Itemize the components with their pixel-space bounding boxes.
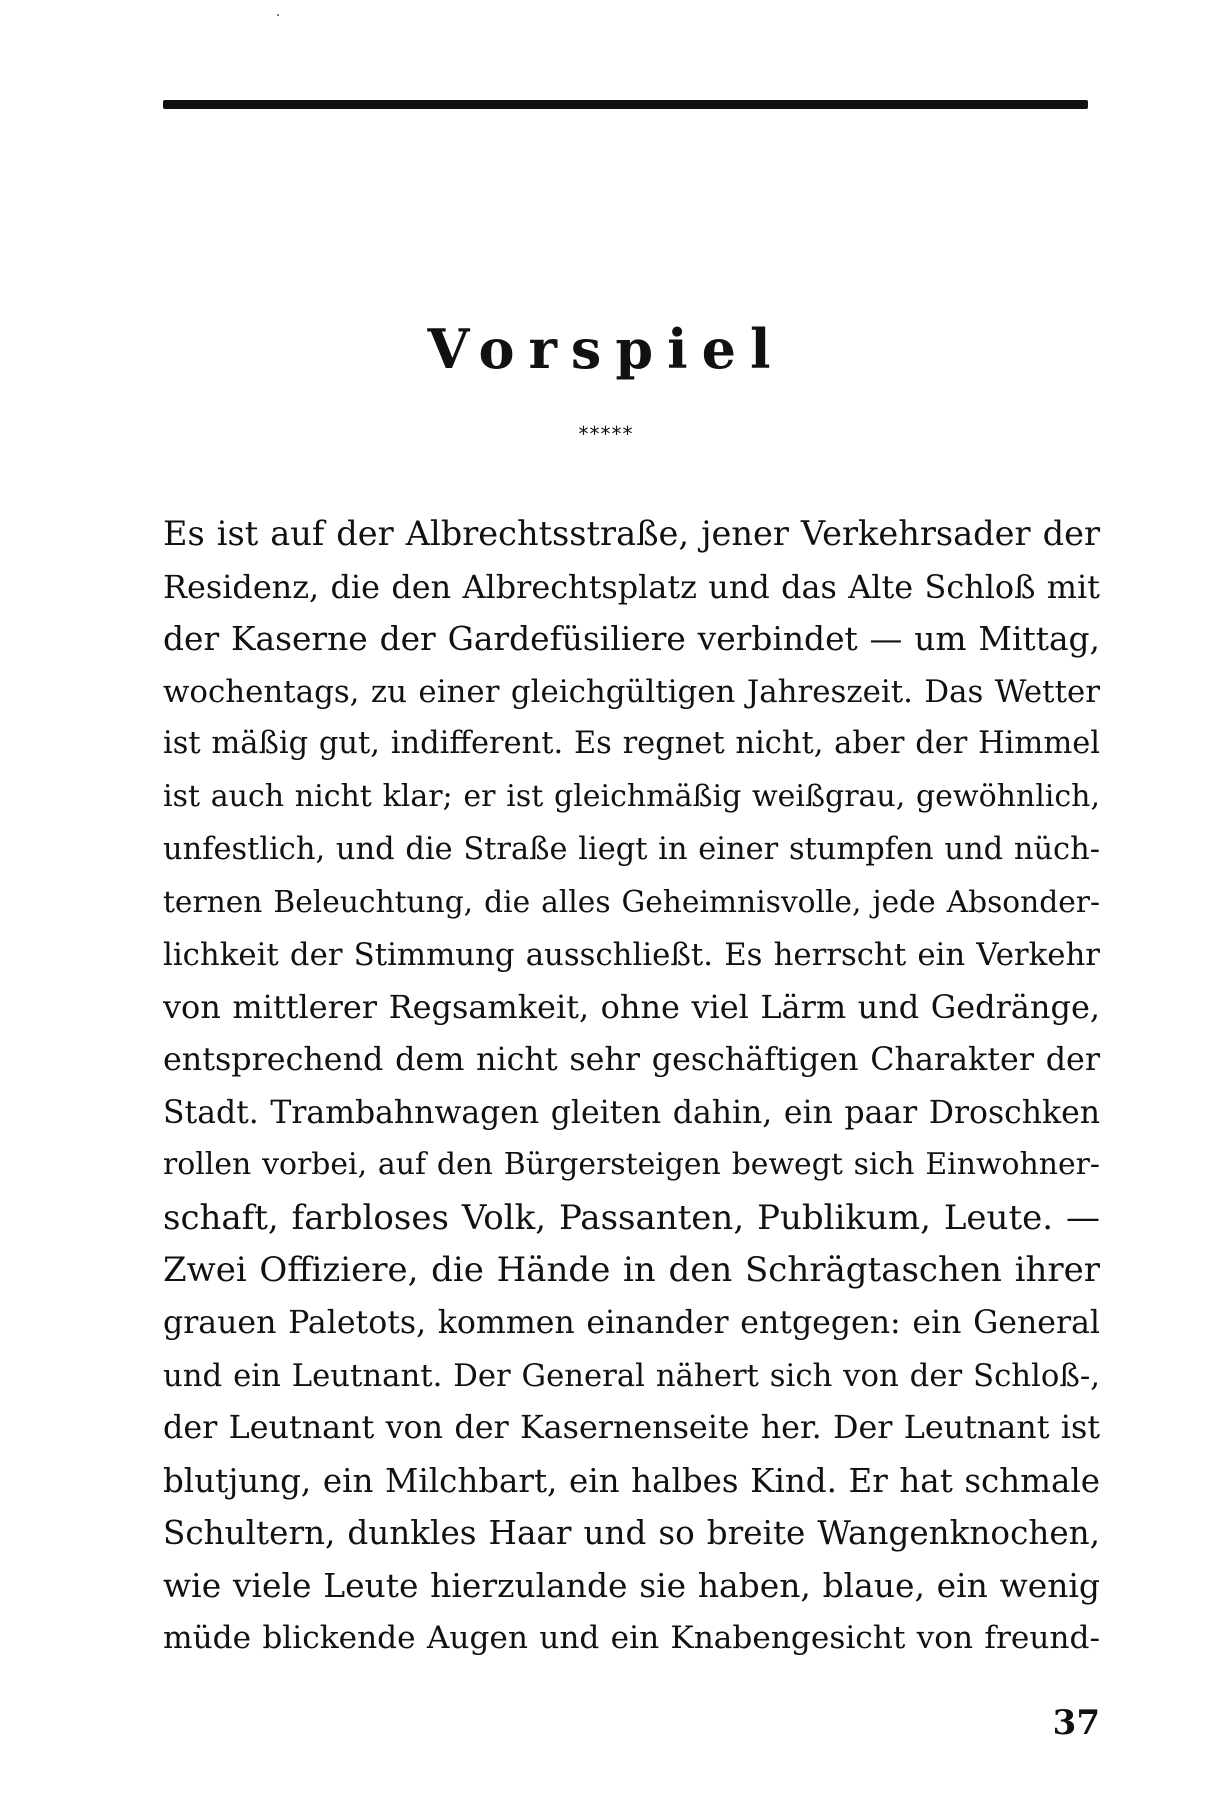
text-line: Schultern, dunkles Haar und so breite Wangenknochen,	[163, 1514, 1100, 1553]
text-line: der Kaserne der Gardefüsiliere verbindet — um Mittag,	[163, 620, 1100, 659]
text-line: ist mäßig gut, indifferent. Es regnet nicht, aber der Himmel	[163, 726, 1100, 762]
page-number: 37	[1052, 1703, 1100, 1743]
text-line: wochentags, zu einer gleichgültigen Jahreszeit. Das Wetter	[163, 673, 1100, 710]
text-line: schaft, farbloses Volk, Passanten, Publikum, Leute. —	[163, 1197, 1100, 1238]
text-line: blutjung, ein Milchbart, ein halbes Kind. Er hat schmale	[163, 1461, 1100, 1500]
text-line: rollen vorbei, auf den Bürgersteigen bewegt sich Einwohner-	[163, 1147, 1100, 1183]
text-line: Es ist auf der Albrechtsstraße, jener Verkehrsader der	[163, 514, 1100, 553]
ornament-asterisks: *****	[578, 422, 634, 446]
chapter-title: Vorspiel	[427, 317, 785, 381]
text-line: Residenz, die den Albrechtsplatz und das Alte Schloß mit	[163, 567, 1100, 606]
text-line: und ein Leutnant. Der General nähert sich von der Schloß-,	[163, 1357, 1100, 1394]
text-line: ist auch nicht klar; er ist gleichmäßig weißgrau, gewöhnlich,	[163, 778, 1100, 814]
scan-speck	[277, 14, 279, 16]
text-line: Zwei Offiziere, die Hände in den Schrägtaschen ihrer	[163, 1250, 1100, 1291]
text-line: grauen Paletots, kommen einander entgegen: ein General	[163, 1304, 1100, 1341]
body-text	[163, 508, 1100, 1665]
text-line: Stadt. Trambahnwagen gleiten dahin, ein paar Droschken	[163, 1094, 1100, 1131]
text-line: der Leutnant von der Kasernenseite her. Der Leutnant ist	[163, 1410, 1100, 1447]
text-line: wie viele Leute hierzulande sie haben, blaue, ein wenig	[163, 1565, 1100, 1605]
header-rule	[163, 100, 1088, 109]
text-line: lichkeit der Stimmung ausschließt. Es herrscht ein Verkehr	[163, 936, 1100, 973]
text-line: unfestlich, und die Straße liegt in einer stumpfen und nüch-	[163, 831, 1100, 867]
text-line: entsprechend dem nicht sehr geschäftigen Charakter der	[163, 1041, 1100, 1078]
text-line: müde blickende Augen und ein Knabengesicht von freund-	[163, 1620, 1100, 1657]
text-line: ternen Beleuchtung, die alles Geheimnisvolle, jede Absonder-	[163, 884, 1100, 920]
text-line: von mittlerer Regsamkeit, ohne viel Lärm und Gedränge,	[163, 988, 1100, 1027]
